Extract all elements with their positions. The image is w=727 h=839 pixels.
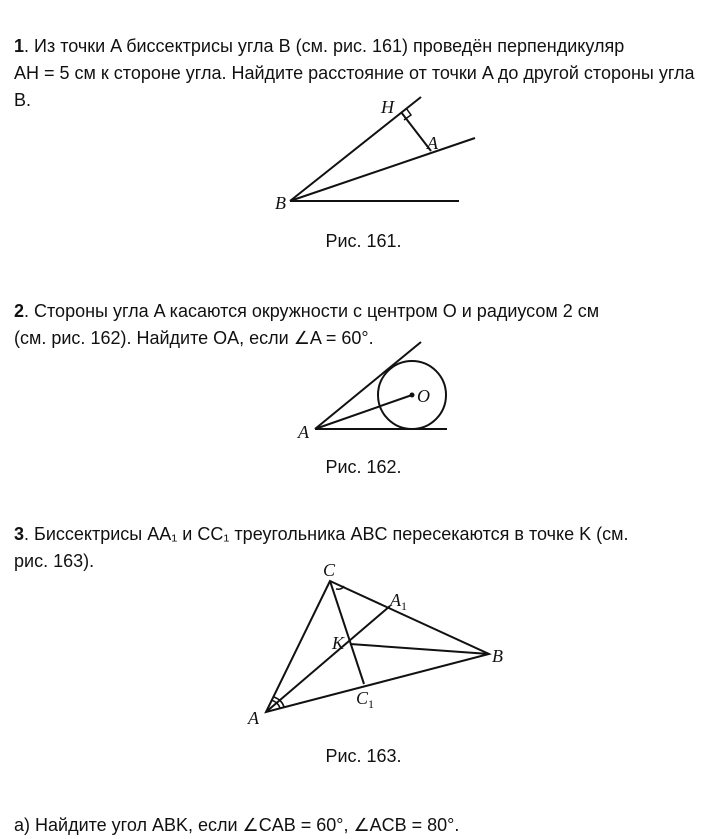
caption-163: Рис. 163.: [325, 746, 402, 766]
label-a: A: [248, 708, 259, 728]
problem-number: 3: [14, 524, 25, 544]
label-h: H: [381, 97, 394, 117]
problem-text: . Биссектрисы AA₁ и CC₁ треугольника ABC пересекаются в точке K (см. рис. 163).: [14, 524, 629, 571]
label-c: C: [323, 560, 336, 580]
problem-number: 2: [14, 301, 25, 321]
label-a1: $A_1$: [390, 590, 407, 613]
label-a: A: [298, 422, 309, 442]
caption-162: Рис. 162.: [325, 457, 402, 477]
problem-text: . Стороны угла A касаются окружности с центром O и радиусом 2 см (см. рис. 162). Найдите OA, если ∠A = 60°.: [14, 301, 600, 348]
caption-161: Рис. 161.: [325, 231, 402, 251]
label-b: B: [275, 193, 286, 213]
problem-text: а) Найдите угол ABK, если ∠CAB = 60°, ∠ACB = 80°.: [14, 815, 460, 835]
label-c1: $C_1$: [356, 688, 375, 711]
label-b: B: [492, 646, 503, 666]
label-a: A: [427, 133, 438, 153]
label-k: K: [332, 633, 345, 653]
problem-number: 1: [14, 36, 25, 56]
label-o: O: [417, 386, 430, 406]
problem-text: . Из точки A биссектрисы угла B (см. рис. 161) проведён перпендикуляр AH = 5 см к стороне угла. Найдите расстояние от точки A до другой стороны угла B.: [14, 36, 695, 110]
problem-3a: [14, 785, 727, 839]
